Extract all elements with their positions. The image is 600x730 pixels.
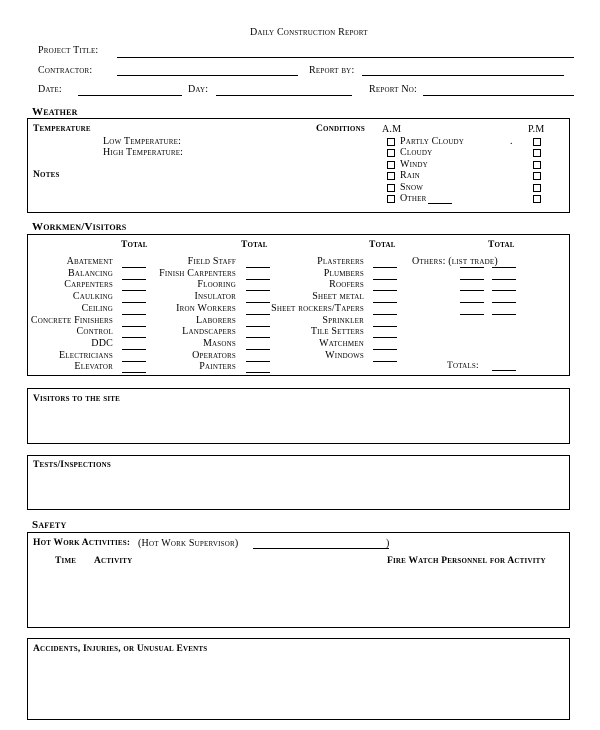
trade-concrete-finishers-total-field[interactable] [122,326,146,327]
report-by-field[interactable] [362,75,564,76]
trade-plasterers-total-field[interactable] [373,267,397,268]
trade-ceiling-total-field[interactable] [122,314,146,315]
trade-balancing-label: Balancing [67,267,113,279]
trade-plumbers-total-field[interactable] [373,279,397,280]
temperature-label: Temperature [33,124,91,134]
weather-heading: Weather [32,106,78,118]
trade-tile-setters-label: Tile Setters [310,326,364,338]
trade-caulking-total-field[interactable] [122,302,146,303]
other-trade-total-field[interactable] [492,314,516,315]
contractor-field[interactable] [117,75,298,76]
trade-ddc-label: DDC [91,337,113,349]
trade-roofers-label: Roofers [329,279,364,291]
trade-caulking-label: Caulking [72,291,113,303]
pm-windy-checkbox[interactable] [533,161,541,169]
trade-electricians-total-field[interactable] [122,361,146,362]
pm-other-checkbox[interactable] [533,195,541,203]
other-trade-name-field[interactable] [460,302,484,303]
trade-windows-label: Windows [325,349,364,361]
am-cloudy-checkbox[interactable] [387,149,395,157]
trade-operators-label: Operators [192,349,236,361]
project-title-field[interactable] [117,57,574,58]
total-header-1: Total [121,240,148,250]
other-trade-total-field[interactable] [492,302,516,303]
trade-watchmen-total-field[interactable] [373,349,397,350]
trade-landscapers-label: Landscapers [182,326,236,338]
condition-windy-label: Windy [400,158,428,170]
am-rain-checkbox[interactable] [387,172,395,180]
hot-work-supervisor-label: (Hot Work Supervisor) [138,538,239,549]
other-condition-field[interactable] [428,203,452,204]
am-partly-cloudy-checkbox[interactable] [387,138,395,146]
visitors-heading: Visitors to the site [33,394,120,404]
high-temp-label: High Temperature: [103,147,184,158]
trade-plasterers-label: Plasterers [317,256,364,267]
others-label: Others: (list trade) [412,256,498,267]
pm-partly-cloudy-checkbox[interactable] [533,138,541,146]
other-trade-total-field[interactable] [492,279,516,280]
am-label: A.M [382,124,402,135]
trade-finish-carpenters-total-field[interactable] [246,279,270,280]
trade-flooring-total-field[interactable] [246,290,270,291]
weather-dot: . [510,136,513,147]
trade-sheet-metal-total-field[interactable] [373,302,397,303]
other-trade-name-field[interactable] [460,314,484,315]
activity-column-header: Activity [94,556,133,566]
trade-sheet-metal-label: Sheet metal [312,291,364,303]
grand-total-field[interactable] [492,370,516,371]
trade-painters-total-field[interactable] [246,372,270,373]
trade-field-staff-total-field[interactable] [246,267,270,268]
day-field[interactable] [216,95,352,96]
trade-ceiling-label: Ceiling [81,302,113,314]
trade-plumbers-label: Plumbers [323,267,364,279]
weather-box [27,118,570,213]
trade-watchmen-label: Watchmen [319,337,364,349]
trade-carpenters-total-field[interactable] [122,290,146,291]
condition-cloudy-label: Cloudy [400,147,433,159]
workmen-heading: Workmen/Visitors [32,221,127,233]
accidents-heading: Accidents, Injuries, or Unusual Events [33,644,208,654]
notes-label: Notes [33,170,60,180]
hot-work-label: Hot Work Activities: [33,538,131,548]
tests-heading: Tests/Inspections [33,460,111,470]
contractor-label: Contractor: [38,65,93,76]
trade-field-staff-label: Field Staff [187,256,236,267]
report-no-field[interactable] [423,95,574,96]
trade-flooring-label: Flooring [197,279,236,291]
other-trade-name-field[interactable] [460,279,484,280]
trade-roofers-total-field[interactable] [373,290,397,291]
trade-laborers-label: Laborers [196,314,236,326]
trade-landscapers-total-field[interactable] [246,337,270,338]
trade-elevator-label: Elevator [74,361,113,373]
other-trade-name-field[interactable] [460,290,484,291]
trade-windows-total-field[interactable] [373,361,397,362]
totals-label: Totals: [447,361,479,371]
day-label: Day: [188,84,209,95]
trade-masons-label: Masons [202,337,236,349]
pm-cloudy-checkbox[interactable] [533,149,541,157]
trade-masons-total-field[interactable] [246,349,270,350]
trade-sprinkler-label: Sprinkler [322,314,364,326]
total-header-3: Total [369,240,396,250]
total-header-4: Total [488,240,515,250]
trade-carpenters-label: Carpenters [64,279,113,291]
trade-concrete-finishers-label: Concrete Finishers [30,314,113,326]
hot-work-supervisor-field[interactable] [253,548,389,549]
other-trade-name-field[interactable] [460,267,484,268]
trade-sheet-rockers-tapers-label: Sheet rockers/Tapers [271,302,364,314]
project-title-label: Project Title: [38,45,99,56]
condition-rain-label: Rain [400,170,420,182]
trade-sprinkler-total-field[interactable] [373,326,397,327]
trade-electricians-label: Electricians [58,349,113,361]
condition-snow-label: Snow [400,181,424,193]
trade-insulator-label: Insulator [194,291,236,303]
supervisor-close-paren: ) [386,538,390,549]
date-label: Date: [38,84,62,95]
trade-abatement-label: Abatement [66,256,113,267]
trade-control-total-field[interactable] [122,337,146,338]
trade-balancing-total-field[interactable] [122,279,146,280]
low-temp-label: Low Temperature: [103,136,182,147]
pm-label: P.M [528,124,545,135]
report-by-label: Report by: [309,65,355,76]
trade-insulator-total-field[interactable] [246,302,270,303]
trade-iron-workers-label: Iron Workers [176,302,236,314]
am-windy-checkbox[interactable] [387,161,395,169]
trade-operators-total-field[interactable] [246,361,270,362]
trade-painters-label: Painters [199,361,236,373]
trade-laborers-total-field[interactable] [246,326,270,327]
pm-rain-checkbox[interactable] [533,172,541,180]
other-trade-total-field[interactable] [492,267,516,268]
trade-control-label: Control [76,326,113,338]
total-header-2: Total [241,240,268,250]
conditions-label: Conditions [316,124,365,134]
trade-iron-workers-total-field[interactable] [246,314,270,315]
trade-elevator-total-field[interactable] [122,372,146,373]
page-title: Daily Construction Report [250,27,368,38]
am-other-checkbox[interactable] [387,195,395,203]
pm-snow-checkbox[interactable] [533,184,541,192]
fire-watch-column-header: Fire Watch Personnel for Activity [387,556,546,566]
trade-tile-setters-total-field[interactable] [373,337,397,338]
trade-sheet-rockers-tapers-total-field[interactable] [373,314,397,315]
report-no-label: Report No: [369,84,417,95]
condition-other-label: Other [400,193,427,204]
safety-heading: Safety [32,519,67,531]
condition-partly-cloudy-label: Partly Cloudy [400,136,465,147]
trade-finish-carpenters-label: Finish Carpenters [159,267,236,279]
other-trade-total-field[interactable] [492,290,516,291]
date-field[interactable] [78,95,182,96]
trade-ddc-total-field[interactable] [122,349,146,350]
time-column-header: Time [55,556,77,566]
trade-abatement-total-field[interactable] [122,267,146,268]
am-snow-checkbox[interactable] [387,184,395,192]
